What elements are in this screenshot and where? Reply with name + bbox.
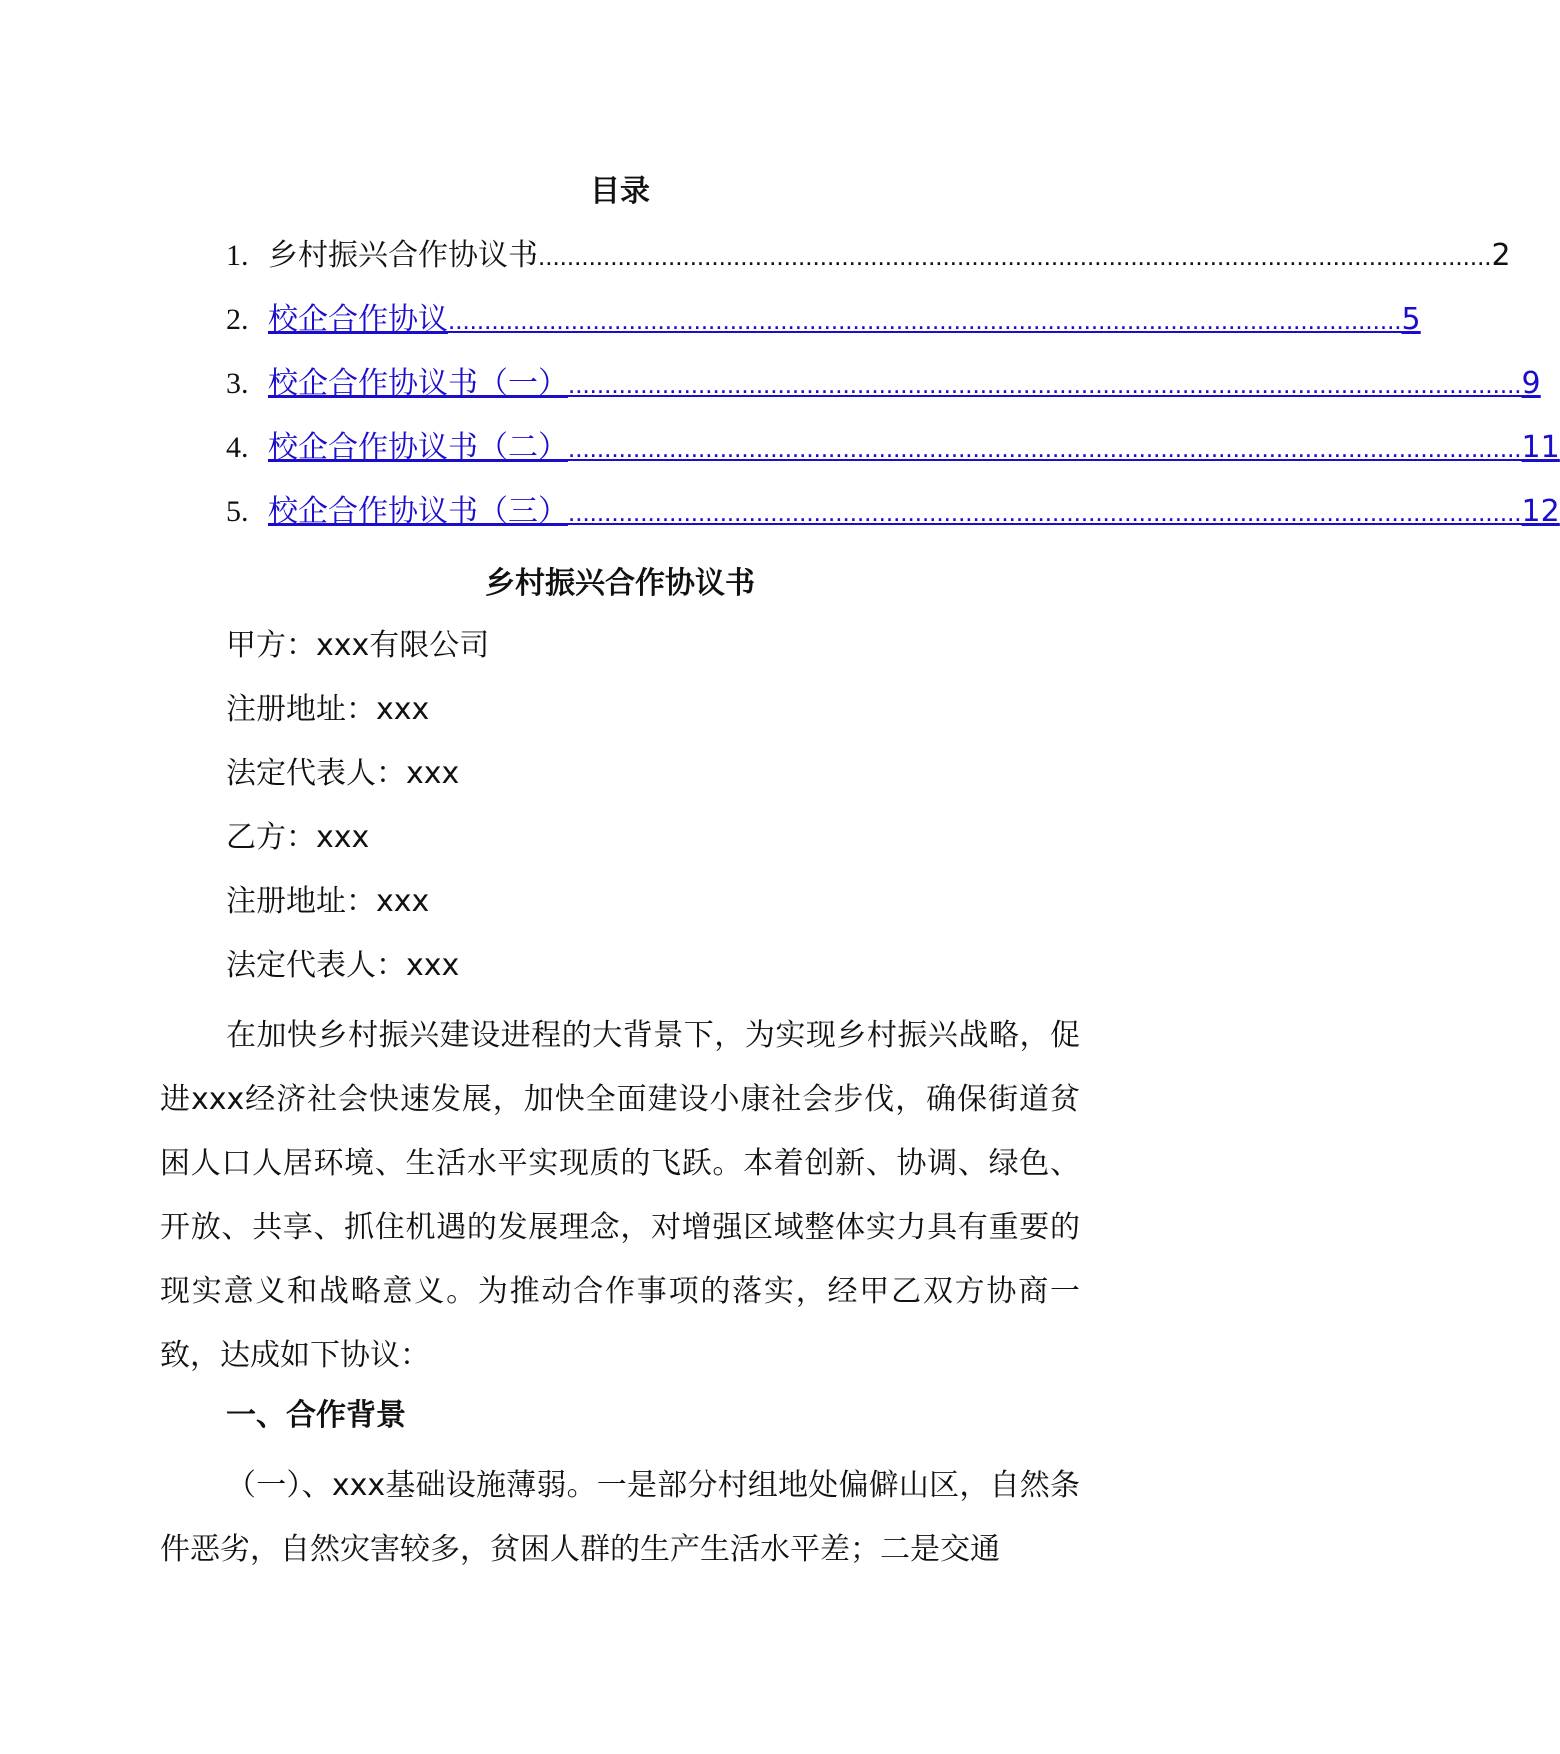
toc-dot-leader[interactable]: .................................................................................................................................... <box>568 497 1522 527</box>
toc-item-page: 2 <box>1491 238 1511 273</box>
toc-item-page[interactable]: 11 <box>1521 430 1560 465</box>
toc-item-entry[interactable] <box>268 428 1560 468</box>
toc-item-text[interactable]: 校企合作协议 <box>268 302 448 337</box>
toc-item-page[interactable]: 5 <box>1401 302 1421 337</box>
toc-dot-leader[interactable]: .................................................................................................................................... <box>568 433 1522 463</box>
party-a-address: 注册地址：xxx <box>226 692 430 727</box>
party-info <box>226 626 1026 1010</box>
toc-item-link[interactable] <box>226 300 1421 364</box>
toc-item-number: 2. <box>226 303 249 336</box>
toc-dot-leader[interactable]: .................................................................................................................................... <box>448 305 1402 335</box>
section-paragraph: （一）、xxx基础设施薄弱。一是部分村组地处偏僻山区，自然条件恶劣，自然灾害较多，贫困人群的生产生活水平差；二是交通 <box>160 1468 1080 1567</box>
toc-item-text: 乡村振兴合作协议书 <box>268 238 538 273</box>
party-a-name: 甲方：xxx有限公司 <box>226 628 490 663</box>
party-b-name: 乙方：xxx <box>226 820 370 855</box>
party-b-address: 注册地址：xxx <box>226 884 430 919</box>
document-title: 乡村振兴合作协议书 <box>485 566 755 601</box>
toc-item-entry[interactable] <box>268 364 1541 404</box>
toc-item-entry[interactable] <box>268 492 1560 532</box>
toc-item-text[interactable]: 校企合作协议书（三） <box>268 494 568 529</box>
toc-item-page[interactable]: 9 <box>1521 366 1541 401</box>
toc-item-number: 4. <box>226 431 249 464</box>
toc-title: 目录 <box>590 174 650 209</box>
toc-item-entry <box>268 236 1511 276</box>
section-heading: 一、合作背景 <box>226 1398 406 1433</box>
party-a-representative: 法定代表人：xxx <box>226 756 460 791</box>
toc-item-text[interactable]: 校企合作协议书（一） <box>268 366 568 401</box>
toc-item-link[interactable] <box>226 364 1541 428</box>
toc-item-link[interactable] <box>226 492 1560 556</box>
toc-dot-leader[interactable]: .................................................................................................................................... <box>568 369 1522 399</box>
toc-item-entry[interactable] <box>268 300 1421 340</box>
intro-paragraph: 在加快乡村振兴建设进程的大背景下，为实现乡村振兴战略，促进xxx经济社会快速发展，加快全面建设小康社会步伐，确保街道贫困人口人居环境、生活水平实现质的飞跃。本着创新、协调、绿色、开放、共享、抓住机遇的发展理念，对增强区域整体实力具有重要的现实意义和战略意义。为推动合作事项的落实，经甲乙双方协商一致，达成如下协议： <box>160 1018 1080 1373</box>
toc-item-number: 1. <box>226 239 249 272</box>
toc-item-link[interactable] <box>226 428 1560 492</box>
toc-list <box>226 236 1560 556</box>
toc-item-number: 5. <box>226 495 249 528</box>
toc-item <box>226 236 1511 300</box>
toc-item-page[interactable]: 12 <box>1521 494 1560 529</box>
toc-item-text[interactable]: 校企合作协议书（二） <box>268 430 568 465</box>
party-b-representative: 法定代表人：xxx <box>226 948 460 983</box>
toc-dot-leader: .................................................................................................................................... <box>538 241 1492 271</box>
toc-item-number: 3. <box>226 367 249 400</box>
